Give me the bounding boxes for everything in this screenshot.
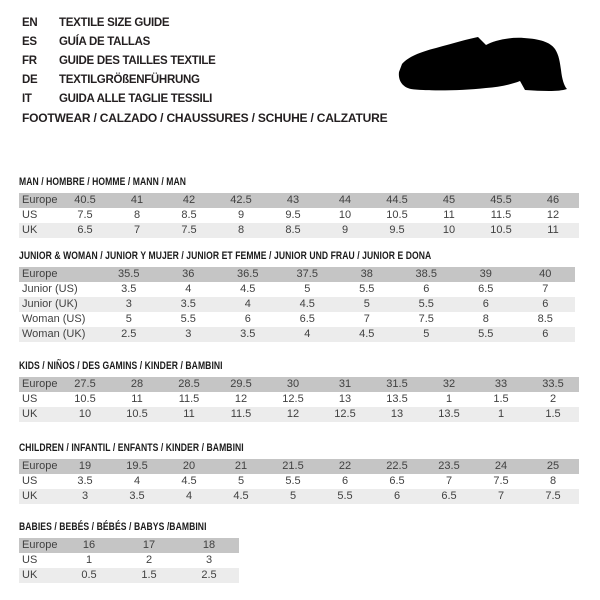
- size-value: 46: [546, 194, 560, 206]
- table-row: [19, 459, 579, 474]
- size-value: 11: [131, 393, 143, 405]
- section-title: BABIES / BEBÉS / BÉBÉS / BABYS /BAMBINI: [19, 521, 207, 533]
- size-value: 4.5: [233, 490, 249, 502]
- size-value: 10: [78, 408, 92, 420]
- table-row: [19, 568, 239, 583]
- size-value: 44.5: [386, 194, 408, 206]
- size-value: 7: [445, 475, 453, 487]
- size-value: 8: [482, 313, 489, 325]
- size-value: 10.5: [490, 224, 512, 236]
- size-value: 3.5: [180, 298, 196, 310]
- language-row: [22, 51, 216, 70]
- size-value: 1: [85, 554, 93, 566]
- size-value: 6: [482, 298, 489, 310]
- size-value: 23.5: [438, 460, 460, 472]
- size-value: 4.5: [299, 298, 315, 310]
- size-value: 7.5: [418, 313, 434, 325]
- language-list: [22, 13, 216, 108]
- section-babies: [19, 521, 259, 583]
- size-value: 31.5: [386, 378, 408, 390]
- size-value: 7: [497, 490, 505, 502]
- size-value: 13: [390, 408, 404, 420]
- category-line: FOOTWEAR / CALZADO / CHAUSSURES / SCHUHE / CALZATURE: [22, 111, 388, 125]
- size-value: 22: [338, 460, 352, 472]
- section-title: CHILDREN / INFANTIL / ENFANTS / KINDER / BAMBINI: [19, 442, 244, 454]
- size-value: 3: [125, 298, 132, 310]
- size-value: 40: [539, 268, 552, 280]
- size-value: 0.5: [81, 569, 97, 581]
- row-label: UK: [22, 224, 38, 236]
- size-value: 6.5: [478, 283, 494, 295]
- size-value: 9: [341, 224, 349, 236]
- section-title: MAN / HOMBRE / HOMME / MANN / MAN: [19, 176, 187, 188]
- size-value: 7.5: [77, 209, 93, 221]
- size-value: 6: [542, 298, 549, 310]
- size-value: 5: [237, 475, 245, 487]
- row-label: US: [22, 393, 38, 405]
- language-row: [22, 70, 216, 89]
- size-value: 7: [363, 313, 370, 325]
- size-value: 4.5: [359, 328, 375, 340]
- size-value: 6.5: [77, 224, 93, 236]
- size-value: 6: [244, 313, 251, 325]
- size-value: 2.5: [121, 328, 137, 340]
- table-row: [19, 407, 579, 422]
- size-table-junior-woman: [19, 267, 575, 342]
- size-value: 4.5: [240, 283, 256, 295]
- size-value: 4: [304, 328, 311, 340]
- size-value: 37.5: [296, 268, 318, 280]
- language-code: ES: [22, 35, 37, 48]
- size-value: 3.5: [77, 475, 93, 487]
- size-value: 25: [546, 460, 560, 472]
- size-value: 10.5: [386, 209, 408, 221]
- language-code: DE: [22, 73, 38, 86]
- size-value: 9.5: [285, 209, 301, 221]
- language-code: FR: [22, 54, 37, 67]
- size-value: 30: [286, 378, 300, 390]
- size-value: 17: [142, 539, 156, 551]
- size-value: 28.5: [178, 378, 200, 390]
- size-value: 13.5: [386, 393, 408, 405]
- row-label: Junior (UK): [22, 298, 78, 310]
- size-value: 16: [82, 539, 96, 551]
- row-label: Europe: [22, 460, 58, 472]
- size-value: 1.5: [141, 569, 157, 581]
- size-value: 11.5: [230, 408, 252, 420]
- size-value: 5.5: [478, 328, 494, 340]
- size-value: 44: [338, 194, 352, 206]
- size-value: 12: [286, 408, 300, 420]
- size-value: 1.5: [545, 408, 561, 420]
- language-row: [22, 13, 216, 32]
- size-value: 7.5: [545, 490, 561, 502]
- size-value: 3: [205, 554, 213, 566]
- size-value: 22.5: [386, 460, 408, 472]
- language-label: TEXTILE SIZE GUIDE: [59, 16, 170, 29]
- size-value: 40.5: [74, 194, 96, 206]
- table-row: [19, 538, 239, 553]
- table-row: [19, 553, 239, 568]
- size-table-man: [19, 193, 579, 238]
- size-value: 7: [542, 283, 549, 295]
- size-value: 38.5: [415, 268, 437, 280]
- table-row: [19, 193, 579, 208]
- dress-shoe-icon: [398, 36, 576, 94]
- size-value: 19.5: [126, 460, 148, 472]
- size-table-children: [19, 459, 579, 504]
- row-label: UK: [22, 490, 38, 502]
- size-value: 2: [145, 554, 153, 566]
- size-value: 8.5: [181, 209, 197, 221]
- row-label: UK: [22, 569, 38, 581]
- size-value: 29.5: [230, 378, 252, 390]
- size-value: 28: [130, 378, 144, 390]
- table-row: [19, 474, 579, 489]
- row-label: Woman (UK): [22, 328, 86, 340]
- size-value: 38: [360, 268, 373, 280]
- table-row: [19, 312, 575, 327]
- size-value: 21: [234, 460, 248, 472]
- size-value: 11.5: [490, 209, 512, 221]
- row-label: Europe: [22, 194, 58, 206]
- size-value: 13.5: [438, 408, 460, 420]
- size-value: 11.5: [178, 393, 200, 405]
- section-man: [19, 176, 579, 238]
- section-junior-woman: [19, 250, 575, 342]
- size-value: 33.5: [542, 378, 564, 390]
- size-value: 1.5: [493, 393, 509, 405]
- size-value: 6: [423, 283, 430, 295]
- table-row: [19, 267, 575, 282]
- size-value: 8.5: [537, 313, 553, 325]
- size-value: 5: [304, 283, 311, 295]
- row-label: US: [22, 554, 38, 566]
- row-label: UK: [22, 408, 38, 420]
- size-value: 41: [130, 194, 144, 206]
- row-label: Europe: [22, 378, 58, 390]
- size-value: 18: [202, 539, 216, 551]
- size-value: 10: [442, 224, 456, 236]
- size-value: 4: [244, 298, 251, 310]
- size-value: 10.5: [126, 408, 148, 420]
- language-label: TEXTILGRÖßENFÜHRUNG: [59, 73, 200, 86]
- size-value: 4: [133, 475, 141, 487]
- language-row: [22, 32, 216, 51]
- language-label: GUÍA DE TALLAS: [59, 35, 150, 48]
- row-label: Woman (US): [22, 313, 86, 325]
- size-value: 2.5: [201, 569, 217, 581]
- size-value: 12: [234, 393, 248, 405]
- size-value: 1: [497, 408, 505, 420]
- size-value: 5: [363, 298, 370, 310]
- size-value: 8: [133, 209, 141, 221]
- size-value: 2: [549, 393, 557, 405]
- size-value: 5: [289, 490, 297, 502]
- size-value: 6.5: [299, 313, 315, 325]
- size-value: 8: [237, 224, 245, 236]
- size-value: 6: [542, 328, 549, 340]
- size-value: 6.5: [441, 490, 457, 502]
- size-value: 24: [494, 460, 508, 472]
- size-value: 42: [182, 194, 196, 206]
- table-row: [19, 327, 575, 342]
- row-label: US: [22, 209, 38, 221]
- size-value: 3.5: [121, 283, 137, 295]
- section-children: [19, 442, 579, 504]
- language-label: GUIDE DES TAILLES TEXTILE: [59, 54, 216, 67]
- size-value: 8: [549, 475, 557, 487]
- row-label: Europe: [22, 268, 58, 280]
- row-label: Junior (US): [22, 283, 78, 295]
- size-value: 6: [341, 475, 349, 487]
- size-value: 11: [183, 408, 195, 420]
- size-value: 4: [185, 283, 192, 295]
- section-kids: [19, 360, 579, 422]
- size-value: 1: [445, 393, 453, 405]
- size-value: 7.5: [181, 224, 197, 236]
- size-value: 6.5: [389, 475, 405, 487]
- size-value: 9: [237, 209, 245, 221]
- size-value: 13: [338, 393, 352, 405]
- language-label: GUIDA ALLE TAGLIE TESSILI: [59, 92, 213, 105]
- language-row: [22, 89, 216, 108]
- size-value: 33: [494, 378, 508, 390]
- size-value: 3: [81, 490, 89, 502]
- size-value: 5.5: [418, 298, 434, 310]
- size-value: 10.5: [74, 393, 96, 405]
- size-value: 5: [125, 313, 132, 325]
- size-value: 39: [479, 268, 492, 280]
- section-title: KIDS / NIÑOS / DES GAMINS / KINDER / BAMBINI: [19, 360, 223, 372]
- table-row: [19, 208, 579, 223]
- size-value: 31: [338, 378, 352, 390]
- size-value: 4: [185, 490, 193, 502]
- table-row: [19, 223, 579, 238]
- size-value: 36: [182, 268, 195, 280]
- size-value: 42.5: [230, 194, 252, 206]
- size-value: 35.5: [118, 268, 140, 280]
- size-value: 45: [442, 194, 456, 206]
- size-value: 10: [338, 209, 352, 221]
- table-row: [19, 282, 575, 297]
- size-value: 8.5: [285, 224, 301, 236]
- size-value: 3.5: [129, 490, 145, 502]
- size-value: 9.5: [389, 224, 405, 236]
- size-table-babies: [19, 538, 239, 583]
- size-value: 32: [442, 378, 456, 390]
- size-value: 43: [286, 194, 300, 206]
- size-value: 12.5: [334, 408, 356, 420]
- table-row: [19, 489, 579, 504]
- size-value: 5.5: [285, 475, 301, 487]
- size-value: 11: [443, 209, 455, 221]
- size-value: 7.5: [493, 475, 509, 487]
- section-title: JUNIOR & WOMAN / JUNIOR Y MUJER / JUNIOR ET FEMME / JUNIOR UND FRAU / JUNIOR E DONA: [19, 250, 432, 262]
- size-value: 4.5: [181, 475, 197, 487]
- table-row: [19, 392, 579, 407]
- size-value: 11: [547, 224, 559, 236]
- size-value: 5.5: [359, 283, 375, 295]
- size-value: 20: [182, 460, 196, 472]
- size-value: 7: [133, 224, 141, 236]
- row-label: Europe: [22, 539, 58, 551]
- size-value: 27.5: [74, 378, 96, 390]
- size-value: 3: [185, 328, 192, 340]
- row-label: US: [22, 475, 38, 487]
- size-value: 45.5: [490, 194, 512, 206]
- size-value: 12: [546, 209, 560, 221]
- size-value: 6: [393, 490, 401, 502]
- size-table-kids: [19, 377, 579, 422]
- size-value: 3.5: [240, 328, 256, 340]
- table-row: [19, 297, 575, 312]
- size-value: 5: [423, 328, 430, 340]
- size-value: 12.5: [282, 393, 304, 405]
- size-value: 5.5: [180, 313, 196, 325]
- size-value: 5.5: [337, 490, 353, 502]
- table-row: [19, 377, 579, 392]
- language-code: IT: [22, 92, 32, 105]
- size-value: 36.5: [237, 268, 259, 280]
- size-value: 21.5: [282, 460, 304, 472]
- language-code: EN: [22, 16, 38, 29]
- size-value: 19: [78, 460, 92, 472]
